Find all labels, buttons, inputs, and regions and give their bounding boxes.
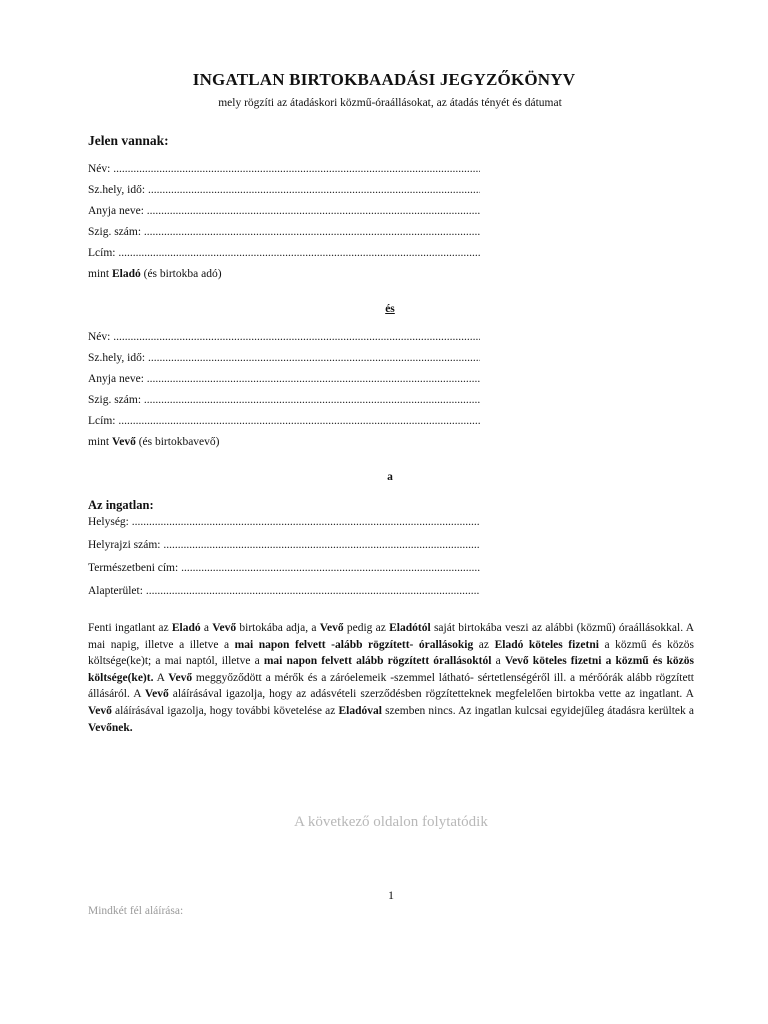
seller-id-blank [144,226,480,238]
property-area-line [88,585,480,597]
paragraph-bold-segment: Eladóval [338,704,382,717]
paragraph-segment: az [473,638,495,651]
handover-paragraph [88,620,694,736]
property-lot-blank [160,539,480,551]
paragraph-segment: Fenti ingatlant az [88,622,172,634]
seller-role-prefix: mint [88,268,112,280]
property-locality-blank [132,516,480,528]
paragraph-segment: saját birtokába veszi az alábbi (közmű) óraállásokkal. A mai napig, illetve a illetve a [88,622,695,651]
buyer-id-blank [144,394,480,406]
present-heading: Jelen vannak: [88,133,169,148]
seller-address-blank [118,247,480,259]
buyer-id-line [88,394,480,406]
buyer-role-suffix: (és birtokbavevő) [135,436,220,448]
property-address-line [88,562,480,574]
paragraph-bold-segment: Vevőnek. [88,721,133,734]
property-area-blank [143,585,480,597]
property-lot-line [88,539,480,551]
seller-id-label: Szig. szám: [88,226,144,238]
paragraph-segment: szemben nincs. Az ingatlan kulcsai egyidejűleg átadásra kerültek a [381,704,695,717]
buyer-id-label: Szig. szám: [88,394,144,406]
paragraph-segment: aláírásával igazolja, hogy az adásvételi szerződésben rögzítetteknek megfelelően birtokba vette az ingatlant. A [168,688,694,701]
paragraph-bold-segment: Vevő [88,704,112,717]
property-locality-label: Helység: [88,516,132,528]
buyer-name-label: Név: [88,331,111,343]
seller-birth-line [88,184,480,196]
seller-name-label: Név: [88,163,111,175]
paragraph-bold-segment: Vevő [144,688,169,701]
seller-birth-blank [145,184,480,196]
paragraph-segment: meggyőződött a mérők és a záróelemeik -szemmel látható- sértetlenségéről ill. a mérőórák alább rögzített állásáról. A [88,671,694,701]
paragraph-bold-segment: Eladó [171,622,201,634]
paragraph-segment: a [200,622,213,634]
buyer-role-prefix: mint [88,436,112,448]
buyer-birth-blank [145,352,480,364]
and-separator: és [385,303,395,315]
buyer-role-bold: Vevő [111,436,136,448]
seller-mother-label: Anyja neve: [88,205,147,217]
property-address-blank [181,562,480,574]
paragraph-bold-segment: Eladó köteles fizetni [494,638,599,651]
signature-label: Mindkét fél aláírása: [88,905,184,917]
page-number: 1 [388,888,394,902]
document-subtitle: mely rögzíti az átadáskori közmű-óraállásokat, az átadás tényét és dátumat [218,97,562,109]
seller-role [88,268,222,280]
paragraph-segment: A [153,671,169,684]
seller-name-line [88,163,480,175]
paragraph-segment: pedig az [343,622,390,634]
continues-note: A következő oldalon folytatódik [294,814,488,830]
buyer-address-label: Lcím: [88,415,119,427]
seller-mother-line [88,205,480,217]
paragraph-segment: a közmű és közös költsége(ke)t; a mai naptól, illetve a [88,638,694,668]
buyer-mother-label: Anyja neve: [88,373,147,385]
a-separator: a [387,471,393,483]
paragraph-bold-segment: Vevő köteles fizetni a közmű és közös költsége(ke)t. [88,655,694,684]
buyer-birth-label: Sz.hely, idő: [88,352,146,364]
paragraph-bold-segment: Vevő [319,622,344,634]
property-locality-line [88,516,480,528]
seller-birth-label: Sz.hely, idő: [88,184,146,196]
buyer-name-line [88,331,480,343]
paragraph-bold-segment: Vevő [168,671,193,684]
property-area-label: Alapterület: [88,585,143,597]
property-heading: Az ingatlan: [88,498,154,512]
buyer-mother-line [88,373,480,385]
paragraph-bold-segment: mai napon felvett -alább rögzített- órallásokig [234,638,474,651]
seller-id-line [88,226,480,238]
seller-address-label: Lcím: [88,247,119,259]
seller-role-suffix: (és birtokba adó) [140,268,222,280]
buyer-mother-blank [147,373,480,385]
seller-mother-blank [147,205,480,217]
paragraph-segment: aláírásával igazolja, hogy további követelése az [111,704,339,717]
buyer-birth-line [88,352,480,364]
seller-address-line [88,247,480,259]
property-address-label: Természetbeni cím: [88,562,182,574]
buyer-address-line [88,415,480,427]
document-title: INGATLAN BIRTOKBAADÁSI JEGYZŐKÖNYV [192,70,576,89]
seller-role-bold: Eladó [111,268,141,280]
property-lot-label: Helyrajzi szám: [88,539,161,551]
seller-name-blank [110,163,480,175]
paragraph-bold-segment: Eladótól [389,622,431,634]
paragraph-segment: a [491,655,505,668]
buyer-name-blank [110,331,480,343]
paragraph-bold-segment: mai napon felvett alább rögzített órallásoktól [263,655,492,668]
buyer-address-blank [118,415,480,427]
paragraph-bold-segment: Vevő [212,622,237,634]
paragraph-segment: birtokába adja, a [236,622,320,634]
buyer-role [88,436,220,448]
